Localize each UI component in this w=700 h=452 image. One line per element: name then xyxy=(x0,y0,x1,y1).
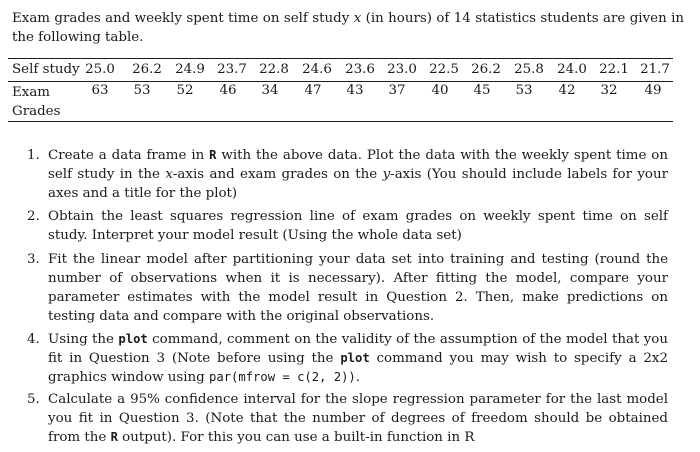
intro-text-start: Exam grades and weekly spent time on self study xyxy=(12,11,354,26)
question-number: 4. xyxy=(27,332,40,347)
question-text-part: output). For this you can use a built-in function in R xyxy=(117,430,475,445)
table-cell: 21.7 xyxy=(640,62,670,77)
table-cell: 43 xyxy=(346,83,364,98)
intro-text-end: (in hours) of 14 statistics students are given in the following table. xyxy=(12,11,684,45)
question-text-part: -axis (You should include labels for your axes and a title for the plot) xyxy=(48,167,668,201)
table-cell: 22.5 xyxy=(429,62,459,77)
table-cell: 26.2 xyxy=(132,62,162,77)
row-label-self-study: Self study xyxy=(12,62,80,77)
intro-paragraph xyxy=(12,9,684,47)
question-text xyxy=(48,146,668,203)
table-cell: 23.7 xyxy=(217,62,247,77)
data-table xyxy=(8,59,673,121)
table-cell: 22.8 xyxy=(259,62,289,77)
table-bottom-rule xyxy=(8,121,673,122)
table-row-exam-grades xyxy=(8,81,673,121)
question-text-part: Create a data frame in xyxy=(48,148,210,163)
math-variable: y xyxy=(382,167,391,182)
intro-variable-x: x xyxy=(353,11,362,26)
table-cell: 32 xyxy=(600,83,618,98)
table-cell: 37 xyxy=(388,83,406,98)
row-label-line1: Exam xyxy=(12,85,51,100)
question-text-part: with the above data. Plot the data with the weekly spent time on self study in the xyxy=(48,148,668,182)
table-cell: 24.9 xyxy=(175,62,205,77)
table-cell: 63 xyxy=(91,83,109,98)
table-cell: 47 xyxy=(304,83,322,98)
inline-code: par(mfrow = c(2, 2)) xyxy=(209,370,356,384)
question-text-part: . xyxy=(355,370,361,385)
table-cell: 23.6 xyxy=(345,62,375,77)
math-variable: x xyxy=(165,167,173,182)
question-text xyxy=(48,330,668,387)
table-cell: 42 xyxy=(558,83,576,98)
table-cell: 25.0 xyxy=(85,62,115,77)
row-label-line2: Grades xyxy=(12,104,61,119)
table-cell: 49 xyxy=(644,83,662,98)
question-text-part: Using the xyxy=(48,332,119,347)
question-number: 3. xyxy=(27,252,40,267)
question-text-part: command you may wish to specify a 2x2 graphics window using xyxy=(48,351,668,385)
table-cell: 24.0 xyxy=(557,62,587,77)
table-cell: 40 xyxy=(431,83,449,98)
inline-code: R xyxy=(110,430,118,444)
table-cell: 53 xyxy=(133,83,151,98)
question-text-part: Calculate a 95% confidence interval for the slope regression parameter for the last model you fit in Question 3. (Note that the number of degrees of freedom should be obtained from the xyxy=(48,392,668,445)
table-cell: 25.8 xyxy=(514,62,544,77)
question-text-part: command, comment on the validity of the assumption of the model that you fit in Question 3 (Note before using the xyxy=(48,332,668,366)
question-number: 2. xyxy=(27,209,40,224)
question-text: Fit the linear model after partitioning your data set into training and testing (round the number of observations when it is necessary). After fitting the model, compare your parameter estimates with the model result in Question 2. Then, make predictions on testing data and compare with the original observations. xyxy=(48,252,668,324)
table-cell: 34 xyxy=(261,83,279,98)
table-cell: 46 xyxy=(219,83,237,98)
table-cell: 45 xyxy=(473,83,491,98)
row-label-exam-grades xyxy=(12,83,60,121)
question-text xyxy=(48,390,668,447)
table-cell: 52 xyxy=(176,83,194,98)
question-number: 5. xyxy=(27,392,40,407)
inline-code: plot xyxy=(118,332,148,346)
question-text: Obtain the least squares regression line of exam grades on weekly spent time on self study. Interpret your model result (Using the whole data set) xyxy=(48,209,668,243)
question-number: 1. xyxy=(27,148,40,163)
table-cell: 23.0 xyxy=(387,62,417,77)
table-cell: 22.1 xyxy=(599,62,629,77)
table-row-self-study xyxy=(8,59,673,81)
table-cell: 24.6 xyxy=(302,62,332,77)
table-cell: 53 xyxy=(515,83,533,98)
table-cell: 26.2 xyxy=(471,62,501,77)
inline-code: plot xyxy=(340,351,370,365)
question-text-part: -axis and exam grades on the xyxy=(172,167,383,182)
inline-code: R xyxy=(209,148,217,162)
